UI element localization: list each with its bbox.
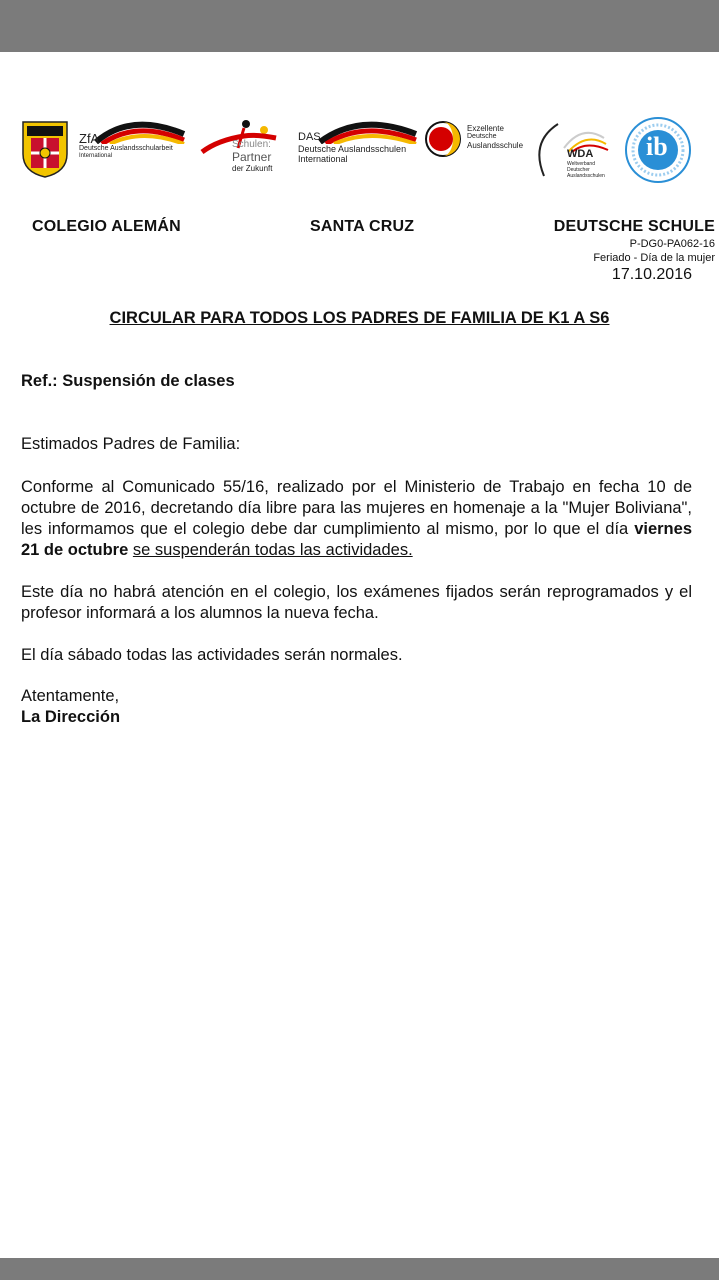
- header-left: COLEGIO ALEMÁN: [32, 218, 181, 235]
- paragraph-1: [21, 477, 692, 561]
- paragraph-1-underlined: se suspenderán todas las actividades.: [132, 541, 413, 559]
- excellent-line1: Exzellente: [467, 124, 504, 133]
- paragraph-1-text: Conforme al Comunicado 55/16, realizado por el Ministerio de Trabajo en fecha 10 de octubre de 2016, decretando día libre para las mujeres en homenaje a la "Mujer Boliviana", les informamos que el colegio debe dar cumplimiento al mismo, por lo que el día: [21, 478, 692, 538]
- wda-line1: Weltverband: [567, 161, 595, 167]
- partner-line3: der Zukunft: [232, 164, 273, 173]
- excellent-line2: Deutsche: [467, 133, 497, 140]
- reference-line: Ref.: Suspensión de clases: [21, 372, 235, 390]
- coat-of-arms-icon: [21, 120, 69, 178]
- header-right: DEUTSCHE SCHULE: [553, 218, 715, 235]
- bottom-gray-bar: [0, 1258, 719, 1280]
- wda-line3: Auslandsschulen: [567, 173, 605, 179]
- zfa-line2: International: [79, 153, 113, 159]
- logo-strip: [0, 112, 719, 187]
- paragraph-3: El día sábado todas las actividades serán normales.: [21, 646, 403, 664]
- paragraph-1-bold-date: viernes 21 de octubre: [21, 520, 692, 559]
- zfa-abbr: ZfA: [79, 131, 100, 146]
- partner-line1: Schulen:: [232, 139, 271, 150]
- das-abbr: DAS: [298, 131, 321, 143]
- subject-note: Feriado - Día de la mujer: [593, 252, 715, 264]
- zfa-line1: Deutsche Auslandsschularbeit: [79, 145, 173, 152]
- partner-line2: Partner: [232, 150, 272, 164]
- wda-abbr: WDA: [567, 148, 594, 160]
- ib-abbr: ib: [646, 132, 668, 161]
- excellent-line3: Auslandsschule: [467, 141, 524, 150]
- das-line1: Deutsche Auslandsschulen: [298, 144, 407, 154]
- header-center: SANTA CRUZ: [310, 218, 415, 235]
- greeting: Estimados Padres de Familia:: [21, 435, 241, 453]
- signature: La Dirección: [21, 708, 121, 726]
- wda-line2: Deutscher: [567, 167, 590, 173]
- paragraph-2: Este día no habrá atención en el colegio, los exámenes fijados serán reprogramados y el profesor informará a los alumnos la nueva fecha.: [21, 583, 692, 622]
- excellent-school-icon: [424, 120, 462, 158]
- document-date: 17.10.2016: [611, 266, 692, 283]
- closing: Atentamente,: [21, 687, 120, 705]
- top-gray-bar: [0, 0, 719, 52]
- circular-title: CIRCULAR PARA TODOS LOS PADRES DE FAMILIA DE K1 A S6: [109, 309, 610, 327]
- document-code: P-DG0-PA062-16: [629, 238, 715, 250]
- das-line2: International: [298, 154, 348, 164]
